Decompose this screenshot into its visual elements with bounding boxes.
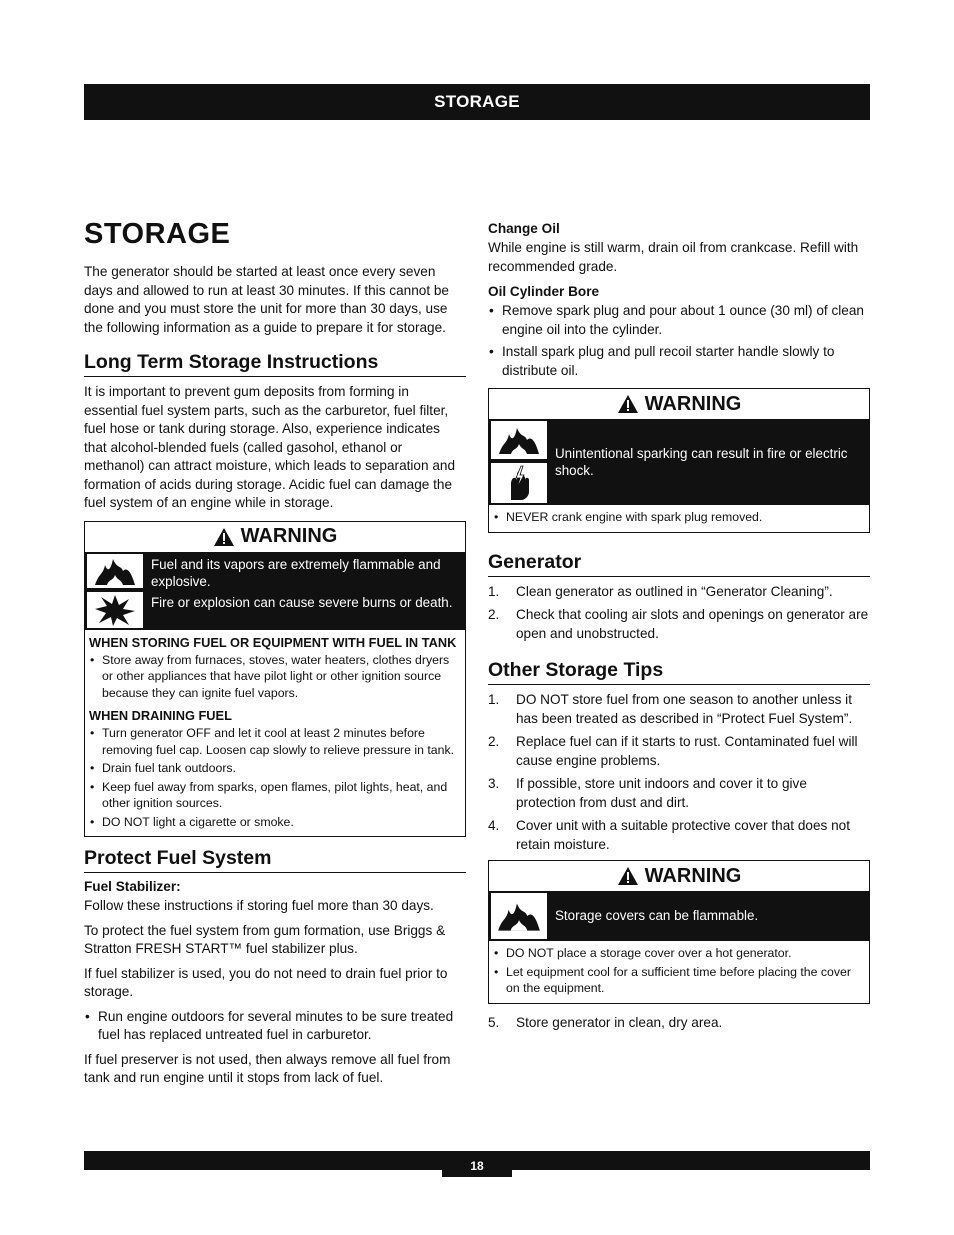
list-item: • Install spark plug and pull recoil starter handle slowly to distribute oil. <box>488 343 870 380</box>
caption-storing: WHEN STORING FUEL OR EQUIPMENT WITH FUEL IN TANK <box>89 634 457 650</box>
fire-icon <box>85 552 145 590</box>
hazard-icons <box>489 419 549 505</box>
list-item: 3. If possible, store unit indoors and cover it to give protection from dust and dirt. <box>488 776 807 810</box>
fire-icon <box>489 419 549 461</box>
left-column <box>84 218 466 1094</box>
cover-warning-box <box>488 860 870 1004</box>
draining-list <box>89 725 461 830</box>
list-item: 1. Clean generator as outlined in “Generator Cleaning”. <box>488 583 833 599</box>
long-term-text: It is important to prevent gum deposits from forming in essential fuel system parts, such as the carburetor, fuel filter, fuel hose or tank during storage. Also, experience indicates that alcohol-blended fuels (called gasohol, ethanol or methanol) can attract moisture, which leads to separation and formation of acids during storage. Acidic fuel can damage the fuel system of an engine while in storage. <box>84 384 456 510</box>
warning-triangle-icon <box>213 527 235 547</box>
list-item: • Drain fuel tank outdoors. <box>89 760 461 777</box>
tips-heading: Other Storage Tips <box>488 659 870 685</box>
warning-instructions <box>489 505 869 532</box>
warning-label: WARNING <box>644 392 742 415</box>
protect-heading: Protect Fuel System <box>84 847 466 873</box>
tips-list-continued <box>488 1014 870 1033</box>
list-item: 2. Check that cooling air slots and openings on generator are open and unobstructed. <box>488 607 869 641</box>
fire-icon <box>489 891 549 941</box>
electric-shock-icon <box>489 461 549 505</box>
fuel-warning-box <box>84 521 466 838</box>
bore-subheading: Oil Cylinder Bore <box>488 284 600 299</box>
list-item: • Let equipment cool for a sufficient time before placing the cover on the equipment. <box>493 964 865 997</box>
cover-list <box>493 945 865 997</box>
warning-triangle-icon <box>617 866 639 886</box>
protect-text-4: If fuel preserver is not used, then always remove all fuel from tank and run engine until it stops from lack of fuel. <box>84 1051 451 1085</box>
stabilizer-subheading: Fuel Stabilizer: <box>84 879 181 894</box>
warning-text-sparking: Unintentional sparking can result in fire or electric shock. <box>555 445 848 478</box>
warning-header <box>489 861 869 891</box>
explosion-icon <box>85 590 145 630</box>
protect-text-2: To protect the fuel system from gum formation, use Briggs & Stratton FRESH START™ fuel stabilizer plus. <box>84 922 446 956</box>
warning-triangle-icon <box>617 394 639 414</box>
storing-list <box>89 652 461 702</box>
warning-header <box>489 389 869 419</box>
list-item: 4. Cover unit with a suitable protective cover that does not retain moisture. <box>488 818 850 852</box>
bore-list <box>488 302 870 380</box>
warning-hazard-panel <box>489 419 869 505</box>
warning-instructions <box>489 941 869 1003</box>
protect-text-1: Follow these instructions if storing fuel more than 30 days. <box>84 898 434 913</box>
hazard-icons <box>85 552 145 630</box>
warning-text-fire: Fire or explosion can cause severe burns or death. <box>151 594 453 610</box>
warning-text-covers: Storage covers can be flammable. <box>555 908 759 924</box>
warning-text-flammable: Fuel and its vapors are extremely flammable and explosive. <box>151 556 441 589</box>
change-oil-text: While engine is still warm, drain oil from crankcase. Refill with recommended grade. <box>488 240 859 274</box>
long-term-heading: Long Term Storage Instructions <box>84 351 466 377</box>
list-item: 1. DO NOT store fuel from one season to another unless it has been treated as described in “Protect Fuel System”. <box>488 692 853 726</box>
list-item: • DO NOT place a storage cover over a hot generator. <box>493 945 865 962</box>
warning-header <box>85 522 465 552</box>
list-item: • Remove spark plug and pour about 1 ounce (30 ml) of clean engine oil into the cylinder. <box>488 302 870 339</box>
list-item: • DO NOT light a cigarette or smoke. <box>89 814 461 831</box>
list-item: 2. Replace fuel can if it starts to rust. Contaminated fuel will cause engine problems. <box>488 734 858 768</box>
page-number: 18 <box>442 1151 512 1177</box>
spark-list <box>493 509 865 526</box>
warning-label: WARNING <box>240 525 338 547</box>
generator-list <box>488 583 870 644</box>
protect-text-3: If fuel stabilizer is used, you do not need to drain fuel prior to storage. <box>84 965 448 999</box>
intro-text: The generator should be started at least once every seven days and allowed to run at least 30 minutes. If this cannot be done and you must store the unit for more than 30 days, use the following information as a guide to prepare it for storage. <box>84 264 449 335</box>
header-bar <box>84 84 870 120</box>
list-item: • NEVER crank engine with spark plug removed. <box>493 509 865 526</box>
page-title: STORAGE <box>84 218 231 250</box>
warning-instructions <box>85 630 465 837</box>
warning-label: WARNING <box>644 864 742 887</box>
protect-list <box>84 1008 466 1045</box>
tips-list <box>488 691 870 854</box>
warning-hazard-panel <box>85 552 465 630</box>
spark-warning-box <box>488 388 870 533</box>
generator-heading: Generator <box>488 551 870 577</box>
header-title: STORAGE <box>434 92 520 111</box>
right-column <box>488 221 870 1038</box>
list-item: 5. Store generator in clean, dry area. <box>488 1014 723 1030</box>
list-item: • Keep fuel away from sparks, open flames, pilot lights, heat, and other ignition sources. <box>89 779 461 812</box>
list-item: • Turn generator OFF and let it cool at least 2 minutes before removing fuel cap. Loosen cap slowly to relieve pressure in tank. <box>89 725 461 758</box>
hazard-icons <box>489 891 549 941</box>
list-item: • Run engine outdoors for several minutes to be sure treated fuel has replaced untreated fuel in carburetor. <box>84 1008 466 1045</box>
list-item: • Store away from furnaces, stoves, water heaters, clothes dryers or other appliances that have pilot light or other ignition source because they can ignite fuel vapors. <box>89 652 461 702</box>
change-oil-subheading: Change Oil <box>488 221 560 236</box>
warning-hazard-panel <box>489 891 869 941</box>
caption-draining: WHEN DRAINING FUEL <box>89 708 232 723</box>
